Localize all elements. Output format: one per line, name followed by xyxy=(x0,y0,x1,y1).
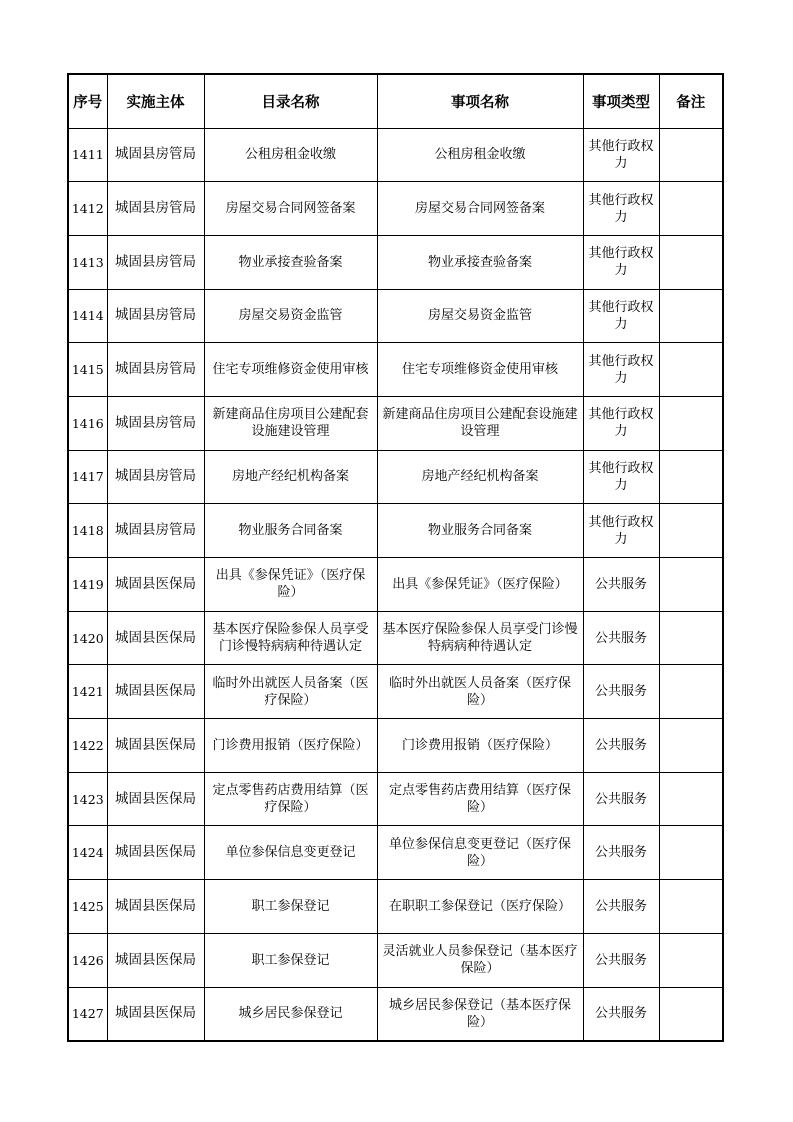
cell-catalog-name: 新建商品住房项目公建配套设施建设管理 xyxy=(204,396,377,450)
cell-serial: 1421 xyxy=(68,665,107,719)
cell-agency: 城固县房管局 xyxy=(107,450,204,504)
cell-item-type: 公共服务 xyxy=(583,665,659,719)
header-catalog-name: 目录名称 xyxy=(204,74,377,128)
cell-remark xyxy=(659,504,723,558)
cell-catalog-name: 职工参保登记 xyxy=(204,880,377,934)
table-row xyxy=(68,235,723,289)
cell-item-type: 公共服务 xyxy=(583,719,659,773)
cell-remark xyxy=(659,665,723,719)
cell-item-type: 其他行政权力 xyxy=(583,289,659,343)
cell-serial: 1415 xyxy=(68,343,107,397)
table-row xyxy=(68,504,723,558)
table-row xyxy=(68,450,723,504)
cell-remark xyxy=(659,396,723,450)
cell-agency: 城固县房管局 xyxy=(107,235,204,289)
cell-item-name: 在职职工参保登记（医疗保险） xyxy=(377,880,583,934)
cell-catalog-name: 房屋交易合同网签备案 xyxy=(204,182,377,236)
cell-catalog-name: 出具《参保凭证》（医疗保险） xyxy=(204,558,377,612)
cell-remark xyxy=(659,772,723,826)
cell-serial: 1424 xyxy=(68,826,107,880)
cell-catalog-name: 房屋交易资金监管 xyxy=(204,289,377,343)
cell-catalog-name: 住宅专项维修资金使用审核 xyxy=(204,343,377,397)
cell-catalog-name: 城乡居民参保登记 xyxy=(204,987,377,1041)
cell-serial: 1416 xyxy=(68,396,107,450)
cell-agency: 城固县房管局 xyxy=(107,289,204,343)
cell-serial: 1425 xyxy=(68,880,107,934)
cell-item-name: 物业服务合同备案 xyxy=(377,504,583,558)
header-item-type: 事项类型 xyxy=(583,74,659,128)
cell-agency: 城固县房管局 xyxy=(107,128,204,182)
header-row xyxy=(68,74,723,128)
cell-item-type: 其他行政权力 xyxy=(583,504,659,558)
cell-item-type: 其他行政权力 xyxy=(583,182,659,236)
header-remark: 备注 xyxy=(659,74,723,128)
cell-item-name: 临时外出就医人员备案（医疗保险） xyxy=(377,665,583,719)
cell-agency: 城固县医保局 xyxy=(107,826,204,880)
cell-item-name: 城乡居民参保登记（基本医疗保险） xyxy=(377,987,583,1041)
cell-remark xyxy=(659,987,723,1041)
cell-remark xyxy=(659,826,723,880)
cell-remark xyxy=(659,289,723,343)
cell-item-name: 房屋交易合同网签备案 xyxy=(377,182,583,236)
cell-item-type: 公共服务 xyxy=(583,880,659,934)
cell-item-name: 定点零售药店费用结算（医疗保险） xyxy=(377,772,583,826)
cell-serial: 1414 xyxy=(68,289,107,343)
cell-item-type: 其他行政权力 xyxy=(583,235,659,289)
cell-agency: 城固县医保局 xyxy=(107,719,204,773)
table-row xyxy=(68,611,723,665)
cell-serial: 1420 xyxy=(68,611,107,665)
cell-item-type: 公共服务 xyxy=(583,611,659,665)
cell-item-name: 公租房租金收缴 xyxy=(377,128,583,182)
cell-agency: 城固县医保局 xyxy=(107,611,204,665)
cell-agency: 城固县医保局 xyxy=(107,880,204,934)
table-row xyxy=(68,772,723,826)
cell-serial: 1427 xyxy=(68,987,107,1041)
cell-item-type: 公共服务 xyxy=(583,826,659,880)
cell-remark xyxy=(659,182,723,236)
cell-agency: 城固县房管局 xyxy=(107,343,204,397)
cell-serial: 1422 xyxy=(68,719,107,773)
cell-catalog-name: 职工参保登记 xyxy=(204,933,377,987)
table-row xyxy=(68,558,723,612)
cell-agency: 城固县医保局 xyxy=(107,772,204,826)
cell-item-name: 出具《参保凭证》（医疗保险） xyxy=(377,558,583,612)
cell-item-type: 公共服务 xyxy=(583,558,659,612)
cell-catalog-name: 公租房租金收缴 xyxy=(204,128,377,182)
cell-remark xyxy=(659,450,723,504)
table-row xyxy=(68,826,723,880)
cell-serial: 1417 xyxy=(68,450,107,504)
cell-agency: 城固县房管局 xyxy=(107,182,204,236)
cell-item-type: 其他行政权力 xyxy=(583,450,659,504)
cell-serial: 1412 xyxy=(68,182,107,236)
table-row xyxy=(68,182,723,236)
table-row xyxy=(68,343,723,397)
catalog-table xyxy=(67,73,724,1042)
cell-item-name: 住宅专项维修资金使用审核 xyxy=(377,343,583,397)
header-agency: 实施主体 xyxy=(107,74,204,128)
cell-catalog-name: 基本医疗保险参保人员享受门诊慢特病病种待遇认定 xyxy=(204,611,377,665)
cell-serial: 1419 xyxy=(68,558,107,612)
cell-agency: 城固县医保局 xyxy=(107,558,204,612)
cell-item-type: 公共服务 xyxy=(583,987,659,1041)
table-row xyxy=(68,880,723,934)
cell-item-type: 其他行政权力 xyxy=(583,343,659,397)
cell-serial: 1411 xyxy=(68,128,107,182)
cell-item-type: 其他行政权力 xyxy=(583,128,659,182)
cell-item-name: 基本医疗保险参保人员享受门诊慢特病病种待遇认定 xyxy=(377,611,583,665)
cell-serial: 1413 xyxy=(68,235,107,289)
cell-remark xyxy=(659,719,723,773)
table-row xyxy=(68,289,723,343)
cell-serial: 1423 xyxy=(68,772,107,826)
cell-remark xyxy=(659,611,723,665)
cell-item-name: 灵活就业人员参保登记（基本医疗保险） xyxy=(377,933,583,987)
cell-agency: 城固县医保局 xyxy=(107,987,204,1041)
cell-remark xyxy=(659,343,723,397)
cell-item-name: 单位参保信息变更登记（医疗保险） xyxy=(377,826,583,880)
cell-agency: 城固县房管局 xyxy=(107,504,204,558)
cell-item-type: 公共服务 xyxy=(583,772,659,826)
cell-serial: 1426 xyxy=(68,933,107,987)
cell-catalog-name: 门诊费用报销（医疗保险） xyxy=(204,719,377,773)
cell-item-name: 物业承接查验备案 xyxy=(377,235,583,289)
cell-catalog-name: 物业服务合同备案 xyxy=(204,504,377,558)
cell-remark xyxy=(659,128,723,182)
cell-remark xyxy=(659,933,723,987)
cell-catalog-name: 定点零售药店费用结算（医疗保险） xyxy=(204,772,377,826)
cell-remark xyxy=(659,235,723,289)
cell-serial: 1418 xyxy=(68,504,107,558)
cell-item-name: 门诊费用报销（医疗保险） xyxy=(377,719,583,773)
cell-item-type: 公共服务 xyxy=(583,933,659,987)
table-row xyxy=(68,719,723,773)
header-item-name: 事项名称 xyxy=(377,74,583,128)
cell-catalog-name: 物业承接查验备案 xyxy=(204,235,377,289)
cell-agency: 城固县医保局 xyxy=(107,933,204,987)
cell-item-name: 房屋交易资金监管 xyxy=(377,289,583,343)
table-row xyxy=(68,396,723,450)
table-row xyxy=(68,128,723,182)
cell-item-type: 其他行政权力 xyxy=(583,396,659,450)
header-serial: 序号 xyxy=(68,74,107,128)
cell-catalog-name: 单位参保信息变更登记 xyxy=(204,826,377,880)
cell-item-name: 房地产经纪机构备案 xyxy=(377,450,583,504)
cell-remark xyxy=(659,880,723,934)
cell-catalog-name: 临时外出就医人员备案（医疗保险） xyxy=(204,665,377,719)
cell-catalog-name: 房地产经纪机构备案 xyxy=(204,450,377,504)
table-row xyxy=(68,665,723,719)
cell-agency: 城固县房管局 xyxy=(107,396,204,450)
cell-item-name: 新建商品住房项目公建配套设施建设管理 xyxy=(377,396,583,450)
cell-remark xyxy=(659,558,723,612)
table-row xyxy=(68,933,723,987)
cell-agency: 城固县医保局 xyxy=(107,665,204,719)
table-row xyxy=(68,987,723,1041)
